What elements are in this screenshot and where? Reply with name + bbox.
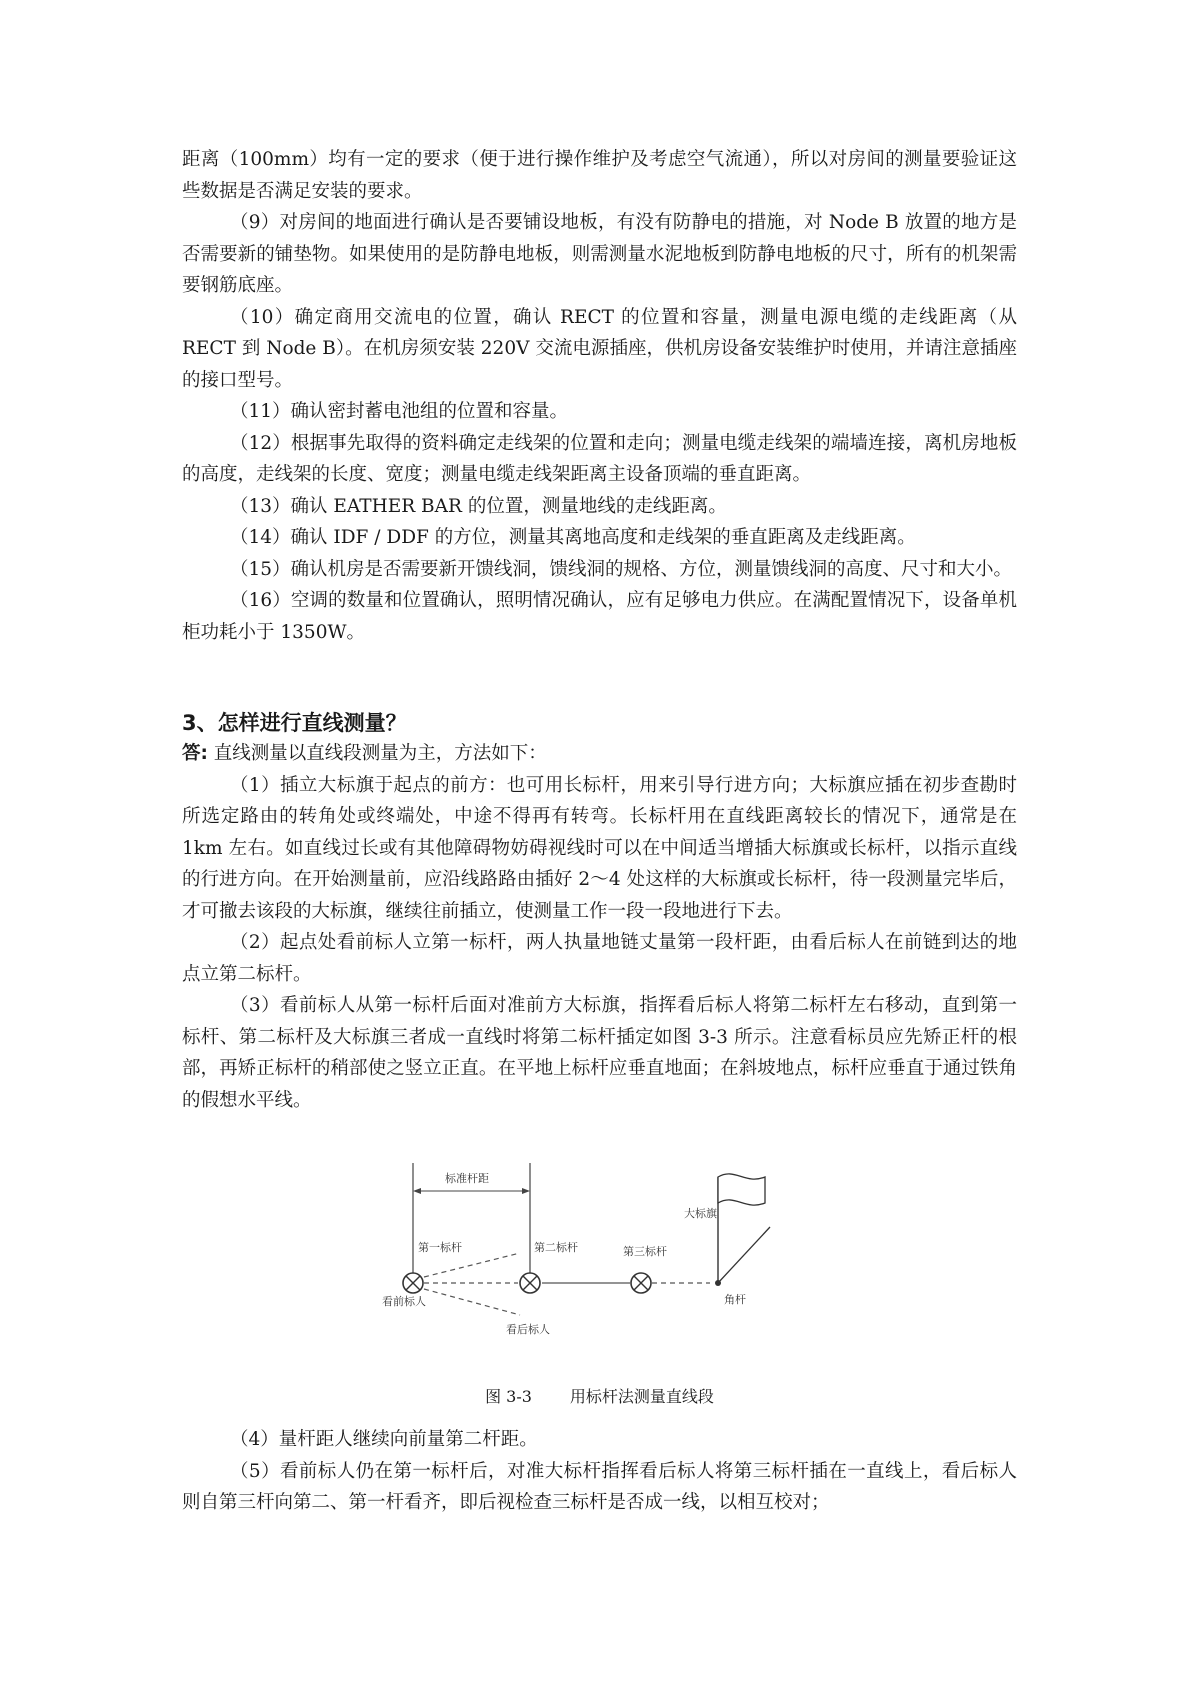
pole-2-marker-icon — [520, 1273, 540, 1293]
paragraph-item-11: （11）确认密封蓄电池组的位置和容量。 — [230, 401, 569, 422]
top-paragraphs — [182, 144, 1017, 648]
paragraph-item-14: （14）确认 IDF / DDF 的方位，测量其离地高度和走线架的垂直距离及走线距离。 — [230, 527, 916, 548]
pole-1-marker-icon — [403, 1273, 423, 1293]
section-3 — [182, 708, 1017, 1116]
paragraph-item-9: （9）对房间的地面进行确认是否要铺设地板，有没有防静电的措施，对 Node B 放置的地方是否需要新的铺垫物。如果使用的是防静电地板，则需测量水泥地板到防静电地板的尺寸，所有的机架需要钢筋底座。 — [182, 212, 1017, 296]
label-pole-2: 第二标杆 — [534, 1241, 578, 1254]
section-paragraph-2: （2）起点处看前标人立第一标杆，两人执量地链丈量第一段杆距，由看后标人在前链到达的地点立第二标杆。 — [182, 932, 1017, 985]
answer-text: 直线测量以直线段测量为主，方法如下： — [207, 743, 547, 764]
section-paragraph-4: （4）量杆距人继续向前量第二杆距。 — [230, 1429, 538, 1450]
paragraph-item-16: （16）空调的数量和位置确认，照明情况确认，应有足够电力供应。在满配置情况下，设备单机柜功耗小于 1350W。 — [182, 590, 1017, 643]
label-pole-1: 第一标杆 — [418, 1241, 462, 1254]
label-corner-pole: 角杆 — [724, 1293, 746, 1306]
caption-text: 用标杆法测量直线段 — [569, 1387, 714, 1406]
section-heading: 3、怎样进行直线测量？ — [182, 711, 407, 735]
label-pole-3: 第三标杆 — [623, 1245, 667, 1258]
paragraph-item-10: （10）确定商用交流电的位置，确认 RECT 的位置和容量，测量电源电缆的走线距离（从 RECT 到 Node B）。在机房须安装 220V 交流电源插座，供机房设备安装维护时使用，并请注意插座的接口型号。 — [182, 306, 1017, 391]
answer-line — [182, 738, 1017, 770]
section-paragraph-3: （3）看前标人从第一标杆后面对准前方大标旗，指挥看后标人将第二标杆左右移动，直到第一标杆、第二标杆及大标旗三者成一直线时将第二标杆插定如图 3-3 所示。注意看标员应先矫正杆的根部，再矫正标杆的稍部使之竖立正直。在平地上标杆应垂直地面；在斜坡地点，标杆应垂直于通过铁角的假想水平线。 — [182, 995, 1017, 1111]
label-big-flag: 大标旗 — [684, 1207, 717, 1220]
paragraph-item-15: （15）确认机房是否需要新开馈线洞，馈线洞的规格、方位，测量馈线洞的高度、尺寸和大小。 — [230, 558, 1013, 580]
bottom-paragraphs — [182, 1424, 1017, 1519]
section-paragraph-1: （1）插立大标旗于起点的前方：也可用长标杆，用来引导行进方向；大标旗应插在初步查勘时所选定路由的转角处或终端处，中途不得再有转弯。长标杆用在直线距离较长的情况下，通常是在 1km 左右。如直线过长或有其他障碍物妨碍视线时可以在中间适当增插大标旗或长标杆，以指示直线的行进方向。在开始测量前，应沿线路路由插好 2～4 处这样的大标旗或长标杆，待一段测量完毕后，才可撤去该段的大标旗，继续往前插立，使测量工作一段一段地进行下去。 — [182, 774, 1017, 922]
section-paragraph-5: （5）看前标人仍在第一标杆后，对准大标杆指挥看后标人将第三标杆插在一直线上，看后标人则自第三杆向第二、第一杆看齐，即后视检查三标杆是否成一线，以相互校对； — [182, 1460, 1017, 1513]
label-standard-distance: 标准杆距 — [445, 1172, 489, 1185]
label-back-person: 看后标人 — [506, 1323, 550, 1336]
figure-caption — [182, 1384, 1017, 1407]
caption-number: 图 3-3 — [485, 1387, 532, 1406]
pole-3-marker-icon — [631, 1273, 651, 1293]
paragraph-continuation: 距离（100mm）均有一定的要求（便于进行操作维护及考虑空气流通），所以对房间的测量要验证这些数据是否满足安装的要求。 — [182, 149, 1017, 202]
sight-line-upper — [424, 1253, 520, 1277]
sight-line-lower — [424, 1289, 520, 1315]
paragraph-item-13: （13）确认 EATHER BAR 的位置，测量地线的走线距离。 — [230, 495, 727, 517]
figure-diagram — [380, 1155, 850, 1365]
corner-line — [718, 1227, 770, 1283]
arrow-left-icon — [413, 1188, 421, 1194]
label-front-person: 看前标人 — [382, 1295, 426, 1308]
figure-3-3 — [380, 1155, 850, 1365]
paragraph-item-12: （12）根据事先取得的资料确定走线架的位置和走向；测量电缆走线架的端墙连接，离机房地板的高度，走线架的长度、宽度；测量电缆走线架距离主设备顶端的垂直距离。 — [182, 432, 1017, 485]
arrow-right-icon — [522, 1188, 530, 1194]
big-flag-icon — [718, 1174, 765, 1205]
corner-pole-icon — [715, 1280, 721, 1286]
answer-lead: 答: — [182, 743, 208, 764]
